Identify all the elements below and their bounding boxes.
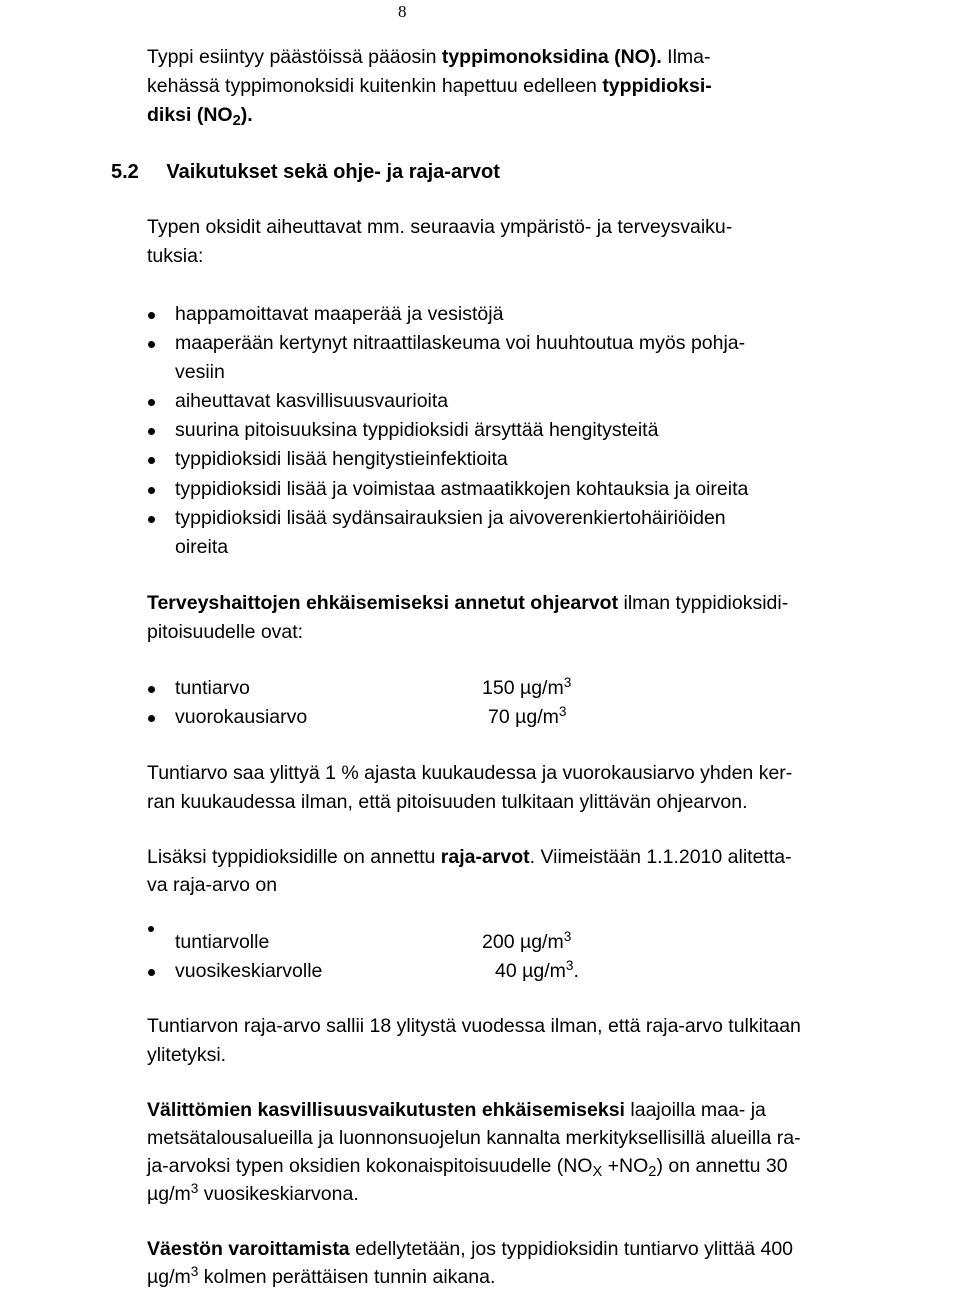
bullet-icon bbox=[148, 341, 155, 348]
limits-text: Lisäksi typpidioksidille on annettu bbox=[147, 846, 441, 868]
bullet-icon bbox=[148, 312, 155, 319]
bullet-icon bbox=[148, 428, 155, 435]
effects-intro-line-2: tuksia: bbox=[147, 245, 204, 267]
intro-bold-term: typpimonoksidina (NO). bbox=[441, 46, 662, 68]
list-item: typpidioksidi lisää sydänsairauksien ja aivoverenkiertohäiriöiden bbox=[175, 507, 726, 529]
vegetation-line-1 bbox=[147, 1101, 766, 1121]
guidance-bold: Terveyshaittojen ehkäisemiseksi annetut ohjearvot bbox=[147, 592, 619, 614]
tuntiarvo-line-2: ran kuukaudessa ilman, että pitoisuuden tulkitaan ylittävän ohjearvon. bbox=[147, 791, 748, 813]
bullet-icon bbox=[148, 487, 155, 494]
tuntiarvon-line-1: Tuntiarvon raja-arvo sallii 18 ylitystä vuodessa ilman, että raja-arvo tulkitaan bbox=[147, 1015, 801, 1037]
list-item-continuation: oireita bbox=[175, 536, 229, 558]
vegetation-bold: Välittömien kasvillisuusvaikutusten ehkäisemiseksi bbox=[147, 1099, 625, 1121]
list-item: typpidioksidi lisää ja voimistaa astmaatikkojen kohtauksia ja oireita bbox=[175, 478, 749, 500]
vegetation-line-2: metsätalousalueilla ja luonnonsuojelun kannalta merkityksellisillä alueilla ra- bbox=[147, 1127, 801, 1149]
limits-intro-line-1 bbox=[147, 848, 792, 868]
list-item: typpidioksidi lisää hengitystieinfektioita bbox=[175, 448, 508, 470]
bullet-icon bbox=[148, 715, 155, 722]
warning-text: edellytetään, jos typpidioksidin tuntiarvo ylittää 400 bbox=[349, 1238, 794, 1260]
intro-line-2 bbox=[147, 77, 712, 97]
limit-value: 40 $\mu g/m^3$. bbox=[495, 957, 579, 982]
list-item: aiheuttavat kasvillisuusvaurioita bbox=[175, 390, 449, 412]
bullet-icon bbox=[148, 399, 155, 406]
list-item-continuation: vesiin bbox=[175, 361, 225, 383]
vegetation-line-4: $\mu g/m^3$ vuosikeskiarvona. bbox=[147, 1180, 359, 1205]
intro-bold-term: typpidioksi- bbox=[602, 75, 712, 97]
guidance-line-1 bbox=[147, 594, 788, 614]
tuntiarvo-line-1: Tuntiarvo saa ylittyä 1 % ajasta kuukaudessa ja vuorokausiarvo yhden ker- bbox=[147, 762, 793, 784]
list-item: maaperään kertynyt nitraattilaskeuma voi huuhtoutua myös pohja- bbox=[175, 332, 746, 354]
guide-value: 150 $\mu g/m^3$ bbox=[482, 674, 572, 699]
guidance-line-2: pitoisuudelle ovat: bbox=[147, 621, 304, 643]
limits-bold: raja-arvot bbox=[440, 846, 530, 868]
warning-line-1 bbox=[147, 1240, 793, 1260]
limit-value-label: tuntiarvolle bbox=[175, 931, 270, 953]
section-number: 5.2 bbox=[111, 161, 139, 183]
limit-value-label: vuosikeskiarvolle bbox=[175, 960, 323, 982]
warning-line-2: $\mu g/m^3$ kolmen perättäisen tunnin aikana. bbox=[147, 1263, 496, 1288]
effects-intro-line-1: Typen oksidit aiheuttavat mm. seuraavia ympäristö- ja terveysvaiku- bbox=[147, 216, 733, 238]
guide-value-label: tuntiarvo bbox=[175, 677, 250, 699]
limits-text: . Viimeistään 1.1.2010 alitetta- bbox=[529, 846, 792, 868]
page-number: 8 bbox=[398, 2, 407, 21]
guide-value-label: vuorokausiarvo bbox=[175, 706, 308, 728]
bullet-icon bbox=[148, 969, 155, 976]
intro-line-1 bbox=[147, 48, 711, 68]
bullet-icon bbox=[148, 457, 155, 464]
bullet-icon bbox=[148, 926, 154, 932]
section-title: Vaikutukset sekä ohje- ja raja-arvot bbox=[166, 161, 500, 183]
vegetation-text: laajoilla maa- ja bbox=[624, 1099, 766, 1121]
intro-text: Typpi esiintyy päästöissä pääosin bbox=[147, 46, 442, 68]
limit-value: 200 $\mu g/m^3$ bbox=[482, 928, 572, 953]
intro-text: Ilma- bbox=[661, 46, 711, 68]
intro-text: kehässä typpimonoksidi kuitenkin hapettuu edelleen bbox=[147, 75, 603, 97]
limits-intro-line-2: va raja-arvo on bbox=[147, 874, 278, 896]
list-item: suurina pitoisuuksina typpidioksidi ärsyttää hengitysteitä bbox=[175, 419, 659, 441]
tuntiarvon-line-2: ylitetyksi. bbox=[147, 1044, 227, 1066]
list-item: happamoittavat maaperää ja vesistöjä bbox=[175, 303, 504, 325]
guidance-text: ilman typpidioksidi- bbox=[618, 592, 789, 614]
guide-value: 70 $\mu g/m^3$ bbox=[488, 703, 567, 728]
intro-bold-formula: diksi $(NO_2)$. bbox=[147, 104, 253, 129]
vegetation-line-3: ja-arvoksi typen oksidien kokonaispitoisuudelle $(NO_X +NO_2)$ on annettu 30 bbox=[147, 1155, 788, 1180]
section-heading bbox=[111, 162, 500, 182]
bullet-icon bbox=[148, 686, 155, 693]
intro-line-3 bbox=[147, 104, 253, 129]
warning-bold: Väestön varoittamista bbox=[147, 1238, 350, 1260]
bullet-icon bbox=[148, 516, 155, 523]
